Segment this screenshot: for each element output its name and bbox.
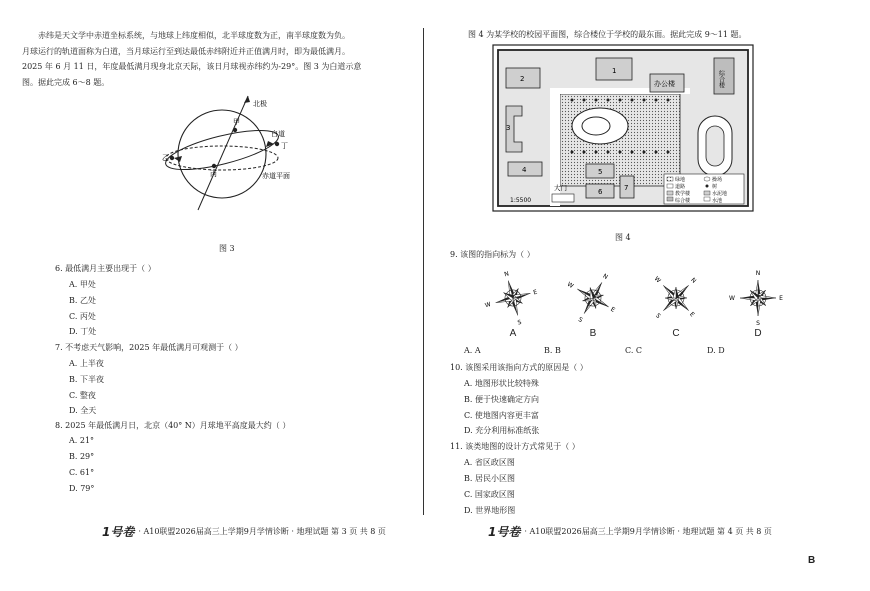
compass-dir-label: N xyxy=(503,270,510,279)
celestial-sphere xyxy=(178,110,266,198)
building-5-label: 5 xyxy=(598,168,603,176)
q7-option-c[interactable]: C. 整夜 xyxy=(69,391,96,400)
playground-field xyxy=(706,126,724,166)
q9-option-d[interactable]: D. D xyxy=(707,346,725,355)
question-7-stem: 7. 不考虑天气影响，2025 年最低满月可观测于（ ） xyxy=(55,343,243,352)
legend-swatch-road xyxy=(667,184,673,188)
page-divider xyxy=(423,28,424,515)
legend-swatch-tree xyxy=(706,185,709,188)
point-yi xyxy=(170,156,174,160)
compass-option-b[interactable] xyxy=(565,270,621,339)
label-ding: 丁 xyxy=(281,142,288,150)
q6-option-c[interactable]: C. 丙处 xyxy=(69,312,96,321)
gate-label: 大门 xyxy=(554,184,567,192)
legend-teaching: 教学楼 xyxy=(675,191,691,197)
q11-option-a[interactable]: A. 省区政区图 xyxy=(464,458,515,467)
intro-line-2: 月球运行的轨道面称为白道，当月球运行至到达最低赤纬附近并正值满月时，即为最低满月。 xyxy=(22,46,350,56)
q8-option-c[interactable]: C. 61° xyxy=(69,468,95,477)
legend-cement: 水泥地 xyxy=(712,191,728,197)
compass-dir-label: W xyxy=(729,295,735,302)
label-jia: 甲 xyxy=(233,118,240,126)
question-11-stem: 11. 该类地图的设计方式常见于（ ） xyxy=(450,442,580,451)
figure-4-label: 图 4 xyxy=(615,233,631,242)
compass-dir-label: S xyxy=(756,320,760,327)
compass-dir-label: W xyxy=(652,275,662,285)
legend-complex: 综合楼 xyxy=(675,198,691,204)
compass-rose-icon xyxy=(648,270,704,326)
bai-label: 白道 xyxy=(271,130,285,138)
figure-4-campus-map xyxy=(492,44,754,212)
legend-green: 绿地 xyxy=(675,177,686,183)
building-3-label: 3 xyxy=(506,124,511,132)
footer-left xyxy=(102,523,386,540)
figure-3-diagram xyxy=(150,92,310,216)
office-label: 办公楼 xyxy=(654,80,675,88)
compass-letter: D xyxy=(754,328,762,339)
intro-line-1: 赤纬是天文学中赤道坐标系统，与地球上纬度相似，北半球度数为正，南半球度数为负。 xyxy=(38,31,350,40)
label-bing: 丙 xyxy=(210,170,217,178)
legend-road: 道路 xyxy=(675,184,686,190)
compass-dir-label: E xyxy=(779,295,783,302)
building-4-label: 4 xyxy=(522,166,527,174)
gate xyxy=(552,194,574,202)
legend-swatch-green xyxy=(667,177,673,181)
footer-right xyxy=(488,523,772,540)
left-page xyxy=(0,0,420,591)
q11-option-b[interactable]: B. 居民小区图 xyxy=(464,474,515,483)
green-area xyxy=(560,94,680,186)
brand-logo-right: 1号卷 xyxy=(488,525,521,539)
building-1-label: 1 xyxy=(612,67,617,75)
compass-option-a[interactable] xyxy=(485,270,541,339)
compass-option-d[interactable] xyxy=(730,270,786,339)
q8-option-a[interactable]: A. 21° xyxy=(69,436,95,445)
figure-4-intro: 图 4 为某学校的校园平面图，综合楼位于学校的最东面。据此完成 9～11 题。 xyxy=(468,30,747,39)
q6-option-a[interactable]: A. 甲处 xyxy=(69,280,96,289)
pole-label: 北极 xyxy=(253,100,267,108)
compass-rose-icon xyxy=(730,270,786,326)
intro-passage xyxy=(22,28,402,90)
compass-dir-label: W xyxy=(565,280,575,290)
question-9-stem: 9. 该图的指向标为（ ） xyxy=(450,250,535,259)
compass-dir-label: N xyxy=(689,276,698,285)
legend-swatch-pool xyxy=(704,197,710,201)
legend-swatch-complex xyxy=(667,197,673,201)
question-6-stem: 6. 最低满月主要出现于（ ） xyxy=(55,264,156,273)
q11-option-c[interactable]: C. 国家政区图 xyxy=(464,490,515,499)
compass-dir-label: S xyxy=(654,312,662,320)
q8-option-d[interactable]: D. 79° xyxy=(69,484,95,493)
compass-rose-icon xyxy=(485,270,541,326)
point-ding xyxy=(275,142,279,146)
q10-option-d[interactable]: D. 充分利用标准纸张 xyxy=(464,426,540,435)
q11-option-d[interactable]: D. 世界地形图 xyxy=(464,506,516,515)
footer-left-text: · A10联盟2026届高三上学期9月学情诊断 · 地理试题 第 3 页 共 8 页 xyxy=(138,527,386,536)
equator-plane xyxy=(166,146,278,170)
right-page xyxy=(430,0,870,591)
question-8-stem: 8. 2025 年最低满月日，北京（40° N）月球地平高度最大约（ ） xyxy=(55,421,291,430)
compass-dir-label: N xyxy=(601,272,609,281)
compass-dir-label: E xyxy=(532,288,539,297)
compass-dir-label: W xyxy=(484,301,492,310)
q7-option-b[interactable]: B. 下半夜 xyxy=(69,375,104,384)
compass-dir-label: S xyxy=(516,318,523,327)
compass-dir-label: E xyxy=(609,305,617,314)
q10-option-b[interactable]: B. 便于快速确定方向 xyxy=(464,395,539,404)
equator-label: 赤道平面 xyxy=(262,172,290,180)
building-2-label: 2 xyxy=(520,75,525,83)
pond xyxy=(582,117,610,135)
compass-letter: A xyxy=(509,328,517,339)
intro-line-3: 2025 年 6 月 11 日，年度最低满月现身北京天际，该日月球视赤纬约为-29°。图 3 为白道示意 xyxy=(22,62,362,71)
scale-label: 1:5500 xyxy=(510,197,532,204)
q9-option-b[interactable]: B. B xyxy=(544,346,561,355)
q6-option-b[interactable]: B. 乙处 xyxy=(69,296,96,305)
question-10-stem: 10. 该图采用该指向方式的原因是（ ） xyxy=(450,363,588,372)
legend-tree: 树 xyxy=(712,184,718,190)
building-7-label: 7 xyxy=(624,184,629,192)
complex-label: 综合楼 xyxy=(717,70,725,88)
intro-line-4: 图。据此完成 6～8 题。 xyxy=(22,77,110,87)
q9-option-c[interactable]: C. C xyxy=(625,346,643,355)
paper-version-mark: B xyxy=(808,555,816,566)
compass-dir-label: E xyxy=(688,310,696,319)
q7-option-a[interactable]: A. 上半夜 xyxy=(69,359,104,368)
q8-option-b[interactable]: B. 29° xyxy=(69,452,95,461)
figure-3-label: 图 3 xyxy=(219,244,235,253)
legend-playground: 操场 xyxy=(712,177,723,183)
legend-swatch-playground xyxy=(704,177,710,181)
compass-letter: B xyxy=(589,328,597,339)
compass-rose-icon xyxy=(565,270,621,326)
point-jia xyxy=(233,128,237,132)
building-6-label: 6 xyxy=(598,188,603,196)
brand-logo: 1号卷 xyxy=(102,525,135,539)
legend-pool: 水池 xyxy=(712,198,723,204)
legend-swatch-cement xyxy=(704,191,710,195)
q10-option-a[interactable]: A. 地图形状比较特殊 xyxy=(464,379,539,388)
compass-option-c[interactable] xyxy=(648,270,704,339)
compass-dir-label: N xyxy=(755,270,761,277)
point-bing xyxy=(212,164,216,168)
q7-option-d[interactable]: D. 全天 xyxy=(69,406,97,415)
legend-swatch-teaching xyxy=(667,191,673,195)
q10-option-c[interactable]: C. 使地图内容更丰富 xyxy=(464,411,539,420)
q6-option-d[interactable]: D. 丁处 xyxy=(69,327,97,336)
compass-dir-label: S xyxy=(576,316,584,325)
q9-option-a[interactable]: A. A xyxy=(464,346,481,355)
compass-letter: C xyxy=(672,328,680,339)
label-yi: 乙 xyxy=(162,154,169,162)
footer-right-text: · A10联盟2026届高三上学期9月学情诊断 · 地理试题 第 4 页 共 8 页 xyxy=(524,527,772,536)
